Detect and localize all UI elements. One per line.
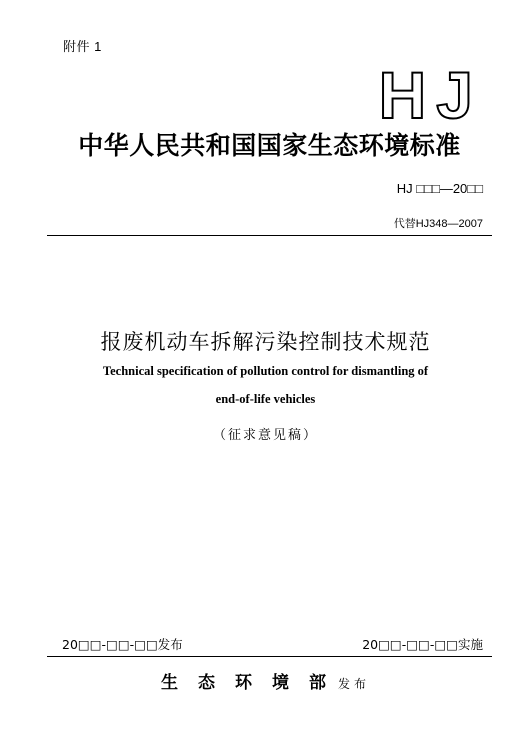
document-title-cn: 报废机动车拆解污染控制技术规范: [100, 330, 431, 354]
implementation-date: 20□□-□□-□□实施: [362, 637, 483, 652]
document-title-en-line2: end-of-life vehicles: [215, 392, 316, 406]
issuer-line: [0, 668, 531, 693]
standard-code: HJ □□□—20□□: [396, 181, 483, 196]
replaces-standard: 代替HJ348—2007: [393, 218, 483, 230]
hj-logo: HJ: [378, 58, 483, 132]
footer-divider: [47, 656, 492, 657]
document-title-en-line1: Technical specification of pollution control for dismantling of: [102, 364, 429, 378]
issue-date: 20□□-□□-□□发布: [62, 637, 183, 652]
header-divider: [47, 235, 492, 236]
attachment-label: 附件 1: [63, 39, 102, 54]
issuer-action: 发布: [337, 677, 370, 691]
draft-note: （征求意见稿）: [212, 428, 318, 443]
issuer-name: 生态环境部: [160, 673, 346, 693]
organization-title: 中华人民共和国国家生态环境标准: [78, 131, 461, 160]
